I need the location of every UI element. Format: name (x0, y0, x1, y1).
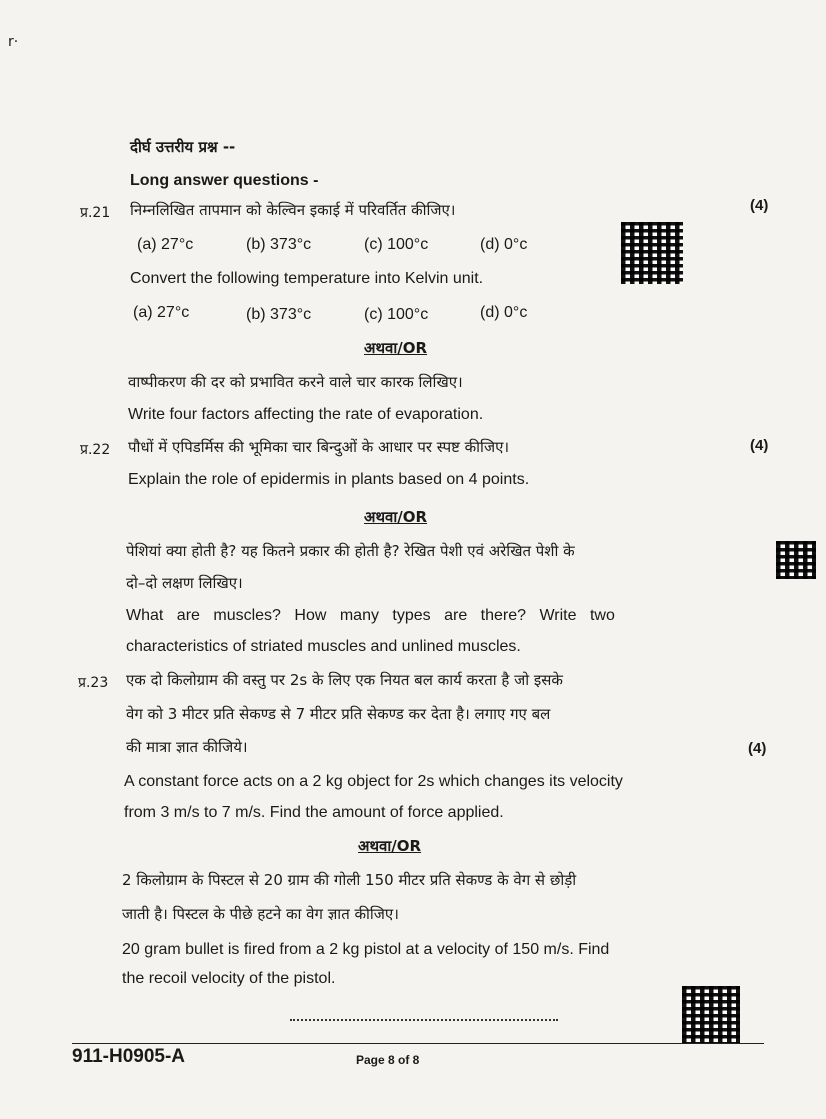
q22-marks: (4) (750, 437, 769, 454)
q21-alt-english: Write four factors affecting the rate of evaporation. (128, 406, 484, 423)
end-dotted-line (290, 1019, 558, 1021)
qr-code-icon (682, 986, 740, 1044)
q22-alt-hindi-line1: पेशियां क्या होती है? यह कितने प्रकार की होती है? रेखित पेशी एवं अरेखित पेशी के (126, 542, 575, 560)
qr-code-icon (776, 541, 816, 579)
page-number: Page 8 of 8 (356, 1053, 420, 1067)
paper-code: 911-H0905-A (72, 1046, 186, 1067)
q23-alt-english-line1: 20 gram bullet is fired from a 2 kg pistol at a velocity of 150 m/s. Find (122, 941, 610, 958)
q23-text-hindi-line1: एक दो किलोग्राम की वस्तु पर 2s के लिए एक नियत बल कार्य करता है जो इसके (126, 671, 563, 689)
section-title-hindi: दीर्घ उत्तरीय प्रश्न -- (130, 138, 236, 156)
q21-option-a-hi: (a) 27°c (137, 236, 194, 253)
question-number-22: प्र.22 (80, 442, 111, 458)
q23-text-hindi-line2: वेग को 3 मीटर प्रति सेकण्ड से 7 मीटर प्रति सेकण्ड कर देता है। लगाए गए बल (126, 705, 551, 723)
question-number-23: प्र.23 (78, 675, 109, 691)
corner-mark: r· (8, 34, 19, 50)
q21-option-c-hi: (c) 100°c (364, 236, 429, 253)
q23-text-english-line1: A constant force acts on a 2 kg object for 2s which changes its velocity (124, 773, 623, 790)
q23-alt-hindi-line2: जाती है। पिस्टल के पीछे हटने का वेग ज्ञात कीजिए। (122, 905, 399, 923)
q21-option-a-en: (a) 27°c (133, 304, 190, 321)
q21-marks: (4) (750, 197, 769, 214)
q21-or-separator: अथवा/OR (364, 339, 428, 357)
q21-alt-hindi: वाष्पीकरण की दर को प्रभावित करने वाले चार कारक लिखिए। (128, 373, 463, 391)
q21-option-c-en: (c) 100°c (364, 306, 429, 323)
q21-option-d-hi: (d) 0°c (480, 236, 528, 253)
q22-text-hindi: पौधों में एपिडर्मिस की भूमिका चार बिन्दुओं के आधार पर स्पष्ट कीजिए। (128, 438, 510, 456)
q23-text-english-line2: from 3 m/s to 7 m/s. Find the amount of force applied. (124, 804, 504, 821)
q22-alt-hindi-line2: दो–दो लक्षण लिखिए। (126, 574, 243, 592)
q23-alt-hindi-line1: 2 किलोग्राम के पिस्टल से 20 ग्राम की गोली 150 मीटर प्रति सेकण्ड के वेग से छोड़ी (122, 871, 577, 889)
section-title-english: Long answer questions - (130, 172, 319, 189)
q23-text-hindi-line3: की मात्रा ज्ञात कीजिये। (126, 738, 248, 756)
q21-text-english: Convert the following temperature into Kelvin unit. (130, 270, 484, 287)
q21-option-d-en: (d) 0°c (480, 304, 528, 321)
q23-alt-english-line2: the recoil velocity of the pistol. (122, 970, 336, 987)
qr-code-icon (621, 222, 683, 284)
question-number-21: प्र.21 (80, 205, 111, 221)
q22-alt-english-line1: What are muscles? How many types are there? Write two (126, 607, 615, 624)
q22-alt-english-line2: characteristics of striated muscles and unlined muscles. (126, 638, 521, 655)
q21-option-b-en: (b) 373°c (246, 306, 312, 323)
q22-or-separator: अथवा/OR (364, 508, 428, 526)
q23-marks: (4) (748, 740, 767, 757)
q21-text-hindi: निम्नलिखित तापमान को केल्विन इकाई में परिवर्तित कीजिए। (130, 201, 456, 219)
q22-text-english: Explain the role of epidermis in plants based on 4 points. (128, 471, 530, 488)
q21-option-b-hi: (b) 373°c (246, 236, 312, 253)
q23-or-separator: अथवा/OR (358, 837, 422, 855)
footer-divider (72, 1043, 764, 1044)
